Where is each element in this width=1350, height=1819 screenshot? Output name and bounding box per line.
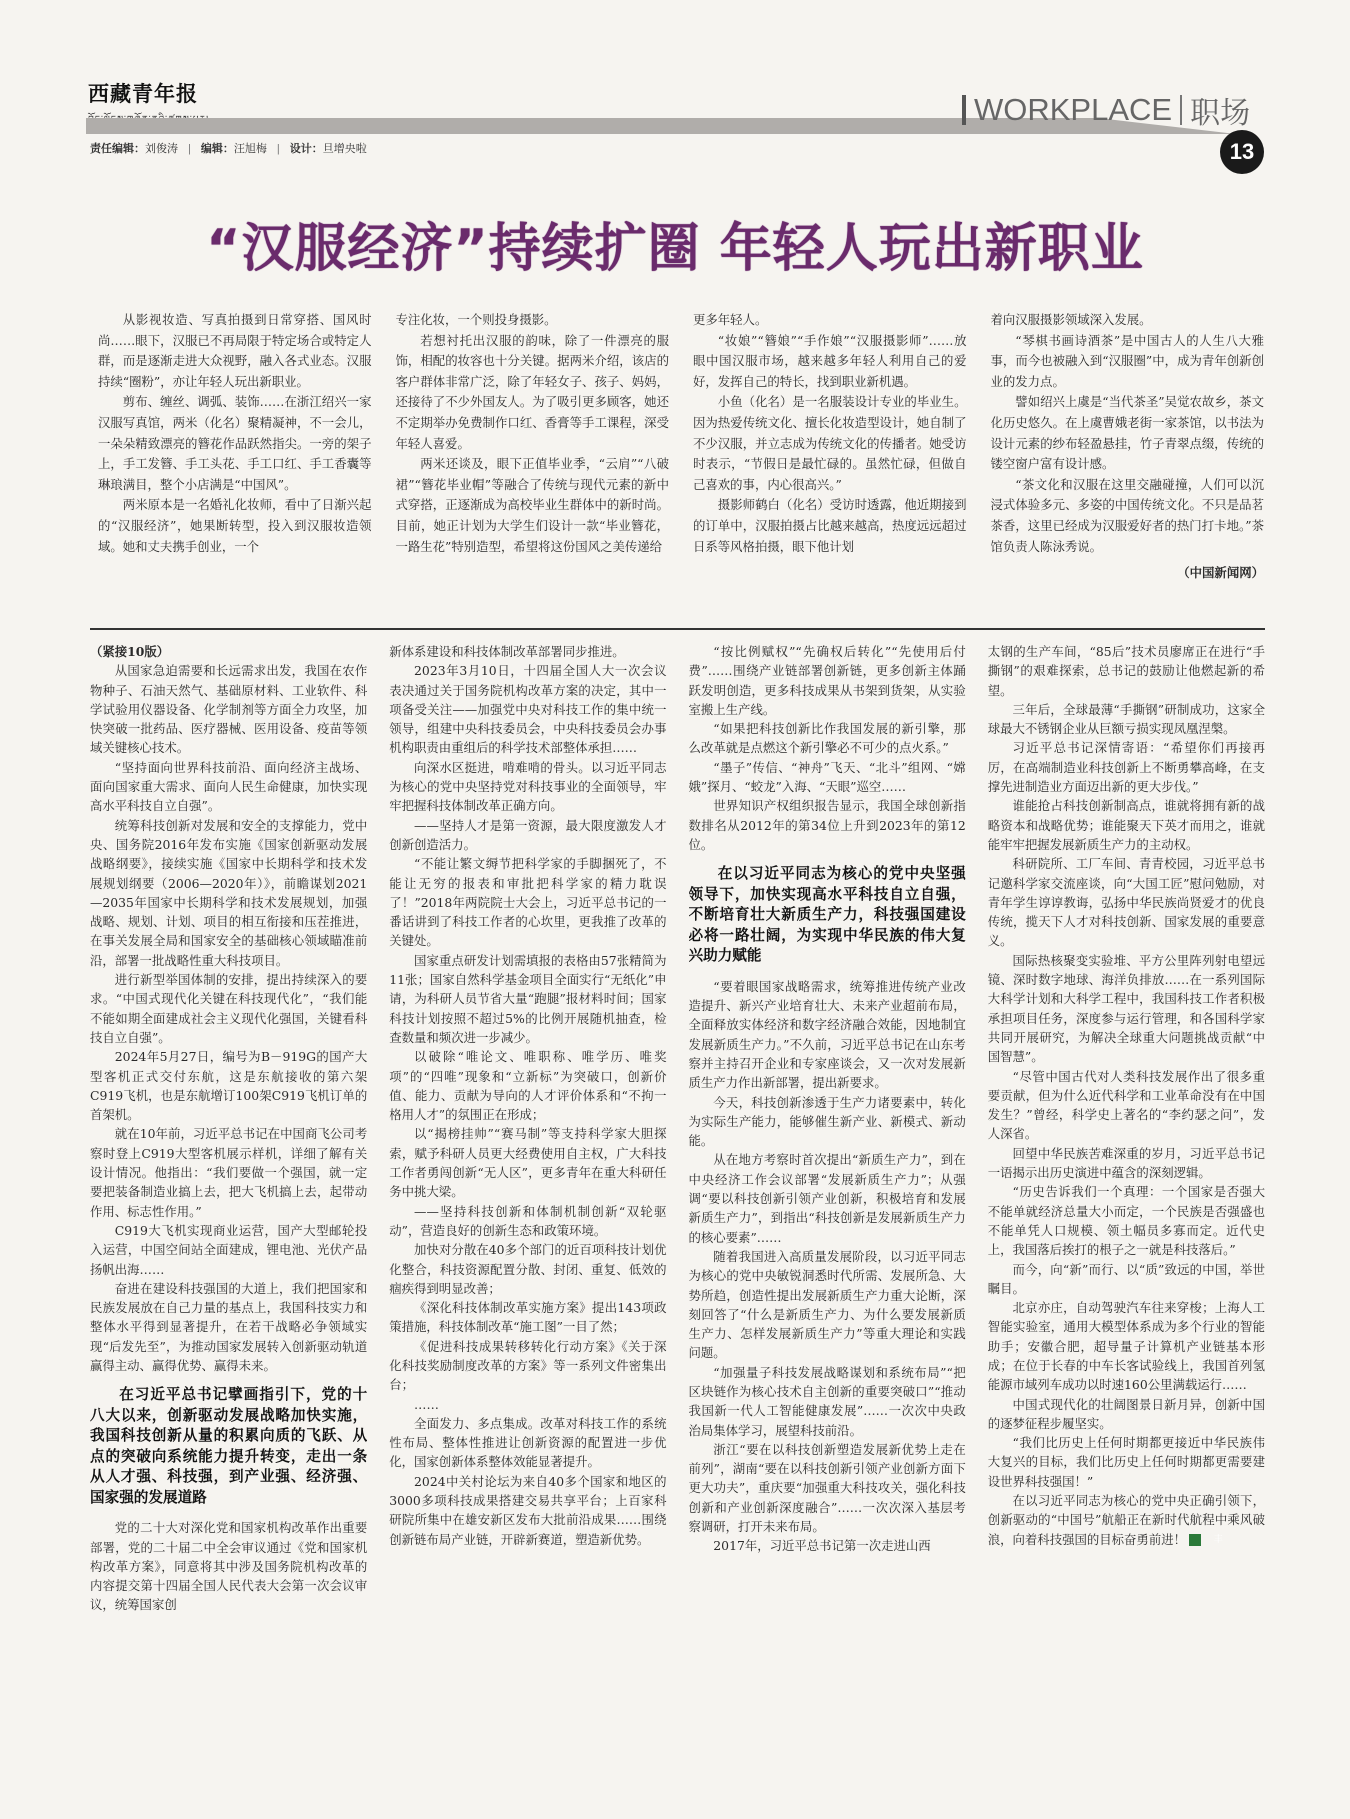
paragraph: 摄影师鹤白（化名）受访时透露，他近期接到的订单中，汉服拍摄占比越来越高，热度远远超过日系等风格拍摄，眼下他计划 <box>693 497 967 554</box>
credits-line: 责任编辑：刘俊涛 | 编辑：汪旭梅 | 设计：旦增央啦 <box>90 143 367 155</box>
paragraph: 小鱼（化名）是一名服装设计专业的毕业生。因为热爱传统文化、擅长化妆造型设计，她自制了不少汉服，并立志成为传统文化的传播者。她受访时表示，“节假日是最忙碌的。虽然忙碌，但做自己喜欢的事，内心很高兴。” <box>693 394 967 492</box>
paragraph: 党的二十大对深化党和国家机构改革作出重要部署，党的二十届二中全会审议通过《党和国家机构改革方案》，同意将其中涉及国务院机构改革的内容提交第十四届全国人民代表大会第一次会议审议，统筹国家创 <box>90 1520 368 1613</box>
paragraph: 科研院所、工厂车间、青青校园，习近平总书记邀科学家交流座谈，向“大国工匠”慰问勉励，对青年学生谆谆教诲，弘扬中华民族尚贤爱才的优良传统，揽天下人才对科技创新、国家发展的重要意义。 <box>987 856 1265 949</box>
paragraph: 2023年3月10日，十四届全国人大一次会议表决通过关于国务院机构改革方案的决定，其中一项备受关注——加强党中央对科技工作的集中统一领导，组建中央科技委员会，中央科技委员会办事机构职责由重组后的科学技术部整体承担…… <box>389 663 667 756</box>
bottom-col-3 <box>689 642 966 1777</box>
paragraph: “琴棋书画诗酒茶”是中国古人的人生八大雅事，而今也被融入到“汉服圈”中，成为青年创新创业的发力点。 <box>990 332 1264 389</box>
top-col-1 <box>98 310 372 600</box>
section-header <box>962 88 1250 132</box>
paragraph: “墨子”传信、“神舟”飞天、“北斗”组网、“嫦娥”探月、“蛟龙”入海、“天眼”巡空…… <box>688 759 966 795</box>
paragraph: 从在地方考察时首次提出“新质生产力”，到在中央经济工作会议部署“发展新质生产力”；从强调“要以科技创新引领产业创新，积极培育和发展新质生产力”，到指出“科技创新是发展新质生产力的核心要素”…… <box>688 1152 966 1245</box>
paragraph: 以破除“唯论文、唯职称、唯学历、唯奖项”的“四唯”现象和“立新标”为突破口，创新价值、能力、贡献为导向的人才评价体系和“不拘一格用人才”的氛围正在形成； <box>389 1049 667 1123</box>
top-col-2 <box>396 310 670 600</box>
paragraph: 2017年，习近平总书记第一次走进山西 <box>713 1538 931 1554</box>
paragraph: 而今，向“新”而行、以“质”致远的中国，举世瞩目。 <box>987 1261 1265 1296</box>
bottom-col-2 <box>389 642 666 1777</box>
newspaper-name: 西藏青年报 <box>88 81 198 106</box>
paragraph: 《促进科技成果转移转化行动方案》《关于深化科技奖励制度改革的方案》等一系列文件密集出台； <box>389 1338 667 1393</box>
section-title-cn: 职场 <box>1190 97 1251 130</box>
paragraph: 专注化妆，一个则投身摄影。 <box>395 312 557 327</box>
paragraph: 全面发力、多点集成。改革对科技工作的系统性布局、整体性推进让创新资源的配置进一步优化，国家创新体系整体效能显著提升。 <box>389 1415 667 1470</box>
paragraph: 新体系建设和科技体制改革部署同步推进。 <box>389 644 625 659</box>
article-source: （中国新闻网） <box>1177 565 1264 581</box>
paragraph: 三年后，全球最薄“手撕钢”研制成功，这家全球最大不锈钢企业从巨额亏损实现凤凰涅槃。 <box>987 701 1265 737</box>
paragraph: 谁能抢占科技创新制高点，谁就将拥有新的战略资本和战略优势；谁能聚天下英才而用之，谁就能牢牢把握发展新质生产力的主动权。 <box>987 798 1265 852</box>
copyeditor-label: 编辑： <box>200 143 234 155</box>
paragraph: 世界知识产权组织报告显示，我国全球创新指数排名从2012年的第34位上升到2023年的第12位。 <box>688 798 966 852</box>
paragraph: “历史告诉我们一个真理：一个国家是否强大不能单就经济总量大小而定，一个民族是否强盛也不能单凭人口规模、领土幅员多寡而定。近代史上，我国落后挨打的根子之一就是科技落后。” <box>987 1184 1265 1258</box>
paragraph: 从国家急迫需要和长远需求出发，我国在农作物种子、石油天然气、基础原材料、工业软件、科学试验用仪器设备、化学制剂等方面全力攻坚，加快突破一批药品、医疗器械、医用设备、疫苗等领域关键核心技术。 <box>90 663 368 756</box>
paragraph: 以“揭榜挂帅”“赛马制”等支持科学家大胆探索，赋予科研人员更大经费使用自主权，广大科技工作者勇闯创新“无人区”，更多青年在重大科研任务中挑大梁。 <box>389 1126 667 1200</box>
top-col-4 <box>991 310 1265 600</box>
paragraph: 太钢的生产车间，“85后”技术员廖席正在进行“手撕钢”的艰难探索，总书记的鼓励让他燃起新的希望。 <box>987 644 1265 698</box>
top-article <box>98 310 1264 600</box>
paragraph: 着向汉服摄影领域深入发展。 <box>990 312 1152 327</box>
paragraph: 若想衬托出汉服的韵味，除了一件漂亮的服饰，相配的妆容也十分关键。据两米介绍，该店的客户群体非常广泛，除了年轻女子、孩子、妈妈，还接待了不少外国友人。为了吸引更多顾客，她还不定期举办免费制作口红、香膏等手工课程，深受年轻人喜爱。 <box>395 332 669 451</box>
paragraph: “妆娘”“簪娘”“手作娘”“汉服摄影师”……放眼中国汉服市场，越来越多年轻人利用自己的爱好，发挥自己的特长，找到职业新机遇。 <box>693 332 967 389</box>
section-title-en: WORKPLACE <box>974 92 1173 127</box>
paragraph: 加快对分散在40多个部门的近百项科技计划优化整合，科技资源配置分散、封闭、重复、低效的痼疾得到明显改善； <box>389 1242 667 1296</box>
paragraph: 在以习近平同志为核心的党中央正确引领下，创新驱动的“中国号”航船正在新时代航程中乘风破浪，向着科技强国的目标奋勇前进！ 丰 <box>987 1493 1265 1547</box>
paragraph: 就在10年前，习近平总书记在中国商飞公司考察时登上C919大型客机展示样机，详细了解有关设计情况。他指出：“我们要做一个强国，就一定要把装备制造业搞上去，把大飞机搞上去，起带动作用、标志性作用。” <box>90 1126 368 1219</box>
paragraph: “要着眼国家战略需求，统筹推进传统产业改造提升、新兴产业培育壮大、未来产业超前布局，全面释放实体经济和数字经济融合效能，因地制宜发展新质生产力。”不久前，习近平总书记在山东考察并主持召开企业和专家座谈会，又一次对发展新质生产力作出新部署，提出新要求。 <box>688 978 966 1091</box>
paragraph: 统筹科技创新对发展和安全的支撑能力，党中央、国务院2016年发布实施《国家创新驱动发展战略纲要》，接续实施《国家中长期科学和技术发展规划纲要（2006—2020年）》，前瞻谋划2021—2035年国家中长期科学和技术发展规划，加强战略、规划、计划、项目的相互衔接和压茬推进，在事关发展全局和国家安全的基础核心领域瞄准前沿，部署一批战略性重大科技项目。 <box>90 817 368 968</box>
paragraph: 进行新型举国体制的安排，提出持续深入的要求。“中国式现代化关键在科技现代化”，“我们能不能如期全面建成社会主义现代化强国，关键看科技自立自强”。 <box>90 972 368 1045</box>
paragraph: 北京亦庄，自动驾驶汽车往来穿梭；上海人工智能实验室，通用大模型体系成为多个行业的智能助手；安徽合肥，超导量子计算机产业链基本形成；在位于长春的中车长客试验线上，我国首列氢能源市域列车成功以时速160公里满载运行…… <box>987 1300 1265 1393</box>
article-divider <box>90 628 1265 630</box>
paragraph: 中国式现代化的壮阔图景日新月异，创新中国的逐梦征程步履坚实。 <box>987 1396 1265 1431</box>
design-label: 设计： <box>289 143 323 155</box>
paragraph: …… <box>414 1396 439 1412</box>
paragraph: 《深化科技体制改革实施方案》提出143项政策措施，科技体制改革“施工图”一目了然； <box>389 1300 667 1335</box>
paragraph: 更多年轻人。 <box>693 312 768 327</box>
paragraph: 国际热核聚变实验堆、平方公里阵列射电望远镜、深时数字地球、海洋负排放……在一系列国际大科学计划和大科学工程中，我国科技工作者积极承担项目任务，深度参与运行管理，和各国科学家共同开展研究，为解决全球重大问题挑战贡献“中国智慧”。 <box>987 952 1265 1065</box>
paragraph: 向深水区挺进，啃难啃的骨头。以习近平同志为核心的党中央坚持党对科技事业的全面领导，牢牢把握科技体制改革正确方向。 <box>389 759 667 814</box>
paragraph: 两米还谈及，眼下正值毕业季，“云肩”“八破裙”“簪花毕业帽”等融合了传统与现代元素的新中式穿搭，正逐渐成为高校毕业生群体中的新时尚。目前，她正计划为大学生们设计一款“毕业簪花，一路生花”特别造型，希望将这份国风之美传递给 <box>395 456 669 554</box>
subheading-2: 在以习近平同志为核心的党中央坚强领导下，加快实现高水平科技自立自强，不断培育壮大新质生产力，科技强国建设必将一路壮阔，为实现中华民族的伟大复兴助力赋能 <box>688 865 966 965</box>
copyeditor-name: 汪旭梅 <box>233 143 267 155</box>
paragraph: “按比例赋权”“先确权后转化”“先使用后付费”……围绕产业链部署创新链，更多创新主体踊跃发明创造，更多科技成果从书架到货架，从实验室搬上生产线。 <box>688 644 966 717</box>
paragraph: 两米原本是一名婚礼化妆师，看中了日渐兴起的“汉服经济”，她果断转型，投入到汉服妆造领域。她和丈夫携手创业，一个 <box>98 497 372 554</box>
paragraph: 今天，科技创新渗透于生产力诸要素中，转化为实际生产能力，能够催生新产业、新模式、新动能。 <box>688 1094 966 1149</box>
page-number: 13 <box>1220 130 1264 174</box>
bottom-col-4 <box>988 642 1265 1777</box>
top-col-3 <box>693 310 967 600</box>
paragraph: “如果把科技创新比作我国发展的新引擎，那么改革就是点燃这个新引擎必不可少的点火系。” <box>688 721 966 756</box>
paragraph: 剪布、缠丝、调弧、装饰……在浙江绍兴一家汉服写真馆，两米（化名）聚精凝神，不一会儿，一朵朵精致漂亮的簪花作品跃然指尖。一旁的架子上，手工发簪、手工头花、手工口红、手工香囊等琳琅满目，整个小店满是“中国风”。 <box>98 394 372 492</box>
editor-name: 刘俊涛 <box>145 143 178 155</box>
editor-label: 责任编辑： <box>90 143 145 155</box>
continued-note: （紧接10版） <box>90 644 170 659</box>
paragraph: “不能让繁文缛节把科学家的手脚捆死了，不能让无穷的报表和审批把科学家的精力耽误了！”2018年两院院士大会上，习近平总书记的一番话讲到了科技工作者的心坎里，更我推了改革的关键处。 <box>389 856 667 949</box>
paragraph: 2024中关村论坛为来自40多个国家和地区的3000多项科技成果搭建交易共享平台；上百家科研院所集中在雄安新区发布大批前沿成果……围绕创新链布局产业链，开辟新赛道，塑造新优势。 <box>389 1473 667 1547</box>
paragraph: C919大飞机实现商业运营，国产大型邮轮投入运营，中国空间站全面建成，锂电池、光伏产品扬帆出海…… <box>90 1222 368 1277</box>
subheading-1: 在习近平总书记擘画指引下，党的十八大以来，创新驱动发展战略加快实施，我国科技创新从量的积累向质的飞跃、从点的突破向系统能力提升转变，走出一条从人才强、科技强，到产业强、经济强、国家强的发展道路 <box>90 1386 368 1506</box>
paragraph: “茶文化和汉服在这里交融碰撞，人们可以沉浸式体验多元、多姿的中国传统文化。不只是品茗茶香，这里已经成为汉服爱好者的热门打卡地。”茶馆负责人陈泳秀说。 <box>990 476 1264 554</box>
bottom-col-1 <box>90 642 367 1777</box>
paragraph: 回望中华民族苦难深重的岁月，习近平总书记一语揭示出历史演进中蕴含的深刻逻辑。 <box>987 1145 1265 1181</box>
paragraph: “加强量子科技发展战略谋划和系统布局”“把区块链作为核心技术自主创新的重要突破口”“推动我国新一代人工智能健康发展”……一次次中央政治局集体学习，展望科技前沿。 <box>688 1364 966 1438</box>
end-mark-icon: 丰 <box>1189 1534 1201 1546</box>
paragraph: “我们比历史上任何时期都更接近中华民族伟大复兴的目标，我们比历史上任何时期都更需要建设世界科技强国！” <box>987 1435 1265 1489</box>
paragraph: 浙江“要在以科技创新塑造发展新优势上走在前列”，湖南“要在以科技创新引领产业创新方面下更大功夫”，重庆要“加强重大科技攻关，强化科技创新和产业创新深度融合”……一次次深入基层考察调研，打开未来布局。 <box>688 1441 966 1535</box>
paragraph: 奋进在建设科技强国的大道上，我们把国家和民族发展放在自己力量的基点上，我国科技实力和整体水平得到显著提升，在若干战略必争领域实现“后发先至”，为推动国家发展转入创新驱动轨道赢得主动、赢得优势、赢得未来。 <box>90 1280 368 1373</box>
paragraph: “坚持面向世界科技前沿、面向经济主战场、面向国家重大需求、面向人民生命健康，加快实现高水平科技自立自强”。 <box>90 759 368 814</box>
bottom-article <box>90 642 1265 1777</box>
paragraph: 2024年5月27日，编号为B－919G的国产大型客机正式交付东航，这是东航接收的第六架C919飞机，也是东航增订100架C919飞机订单的首架机。 <box>90 1049 368 1123</box>
paragraph: 随着我国进入高质量发展阶段，以习近平同志为核心的党中央敏锐洞悉时代所需、发展所急、大势所趋，创造性提出发展新质生产力重大论断，深刻回答了“什么是新质生产力、为什么要发展新质生产力、怎样发展新质生产力”等重大理论和实践问题。 <box>688 1248 966 1361</box>
headline: “汉服经济”持续扩圈 年轻人玩出新职业 <box>206 219 1144 279</box>
paragraph: ——坚持人才是第一资源，最大限度激发人才创新创造活力。 <box>389 817 667 852</box>
design-name: 旦增央啦 <box>322 143 367 155</box>
paragraph: 从影视妆造、写真拍摄到日常穿搭、国风时尚……眼下，汉服已不再局限于特定场合或特定人群，而是逐渐走进大众视野，融入各式业态。汉服持续“圈粉”，亦让年轻人玩出新职业。 <box>98 312 372 389</box>
paragraph: 习近平总书记深情寄语：“希望你们再接再厉，在高端制造业科技创新上不断勇攀高峰，在支撑先进制造业方面迈出新的更大步伐。” <box>987 740 1265 795</box>
paragraph: “尽管中国古代对人类科技发展作出了很多重要贡献，但为什么近代科学和工业革命没有在中国发生？”曾经，科学史上著名的“李约瑟之问”，发人深省。 <box>987 1068 1265 1142</box>
paragraph: 国家重点研发计划需填报的表格由57张精简为11张；国家自然科学基金项目全面实行“无纸化”申请，为科研人员节省大量“跑腿”报材料时间；国家科技计划按照不超过5%的比例开展随机抽查，检查数量和频次进一步减少。 <box>389 952 667 1045</box>
paragraph: 譬如绍兴上虞是“当代茶圣”吴觉农故乡，茶文化历史悠久。在上虞曹娥老街一家茶馆，以书法为设计元素的纱布轻盈悬挂，竹子青翠点缀，传统的镂空窗户富有设计感。 <box>990 394 1264 472</box>
paragraph: ——坚持科技创新和体制机制创新“双轮驱动”，营造良好的创新生态和政策环境。 <box>389 1203 667 1238</box>
